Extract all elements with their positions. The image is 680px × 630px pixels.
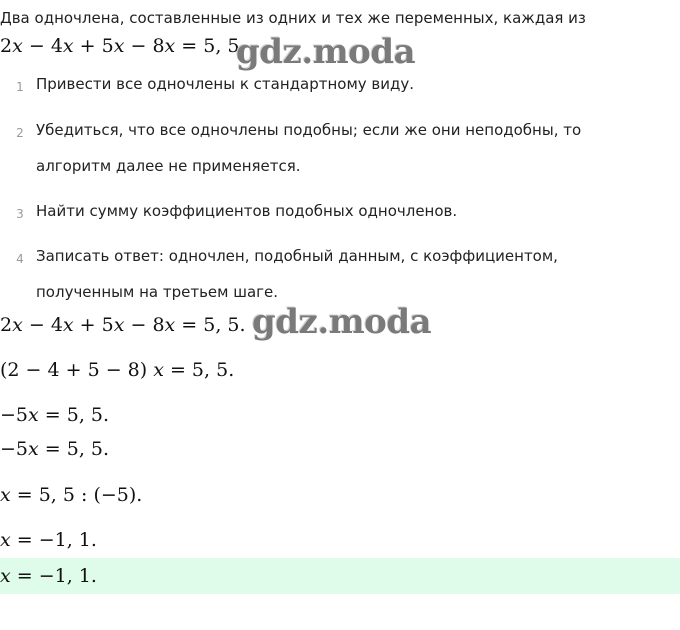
coef: 2 (0, 35, 13, 57)
answer-highlight (0, 558, 680, 594)
solution-line-4 (0, 438, 109, 460)
given-equation (0, 35, 246, 57)
left-side: −5 (0, 404, 29, 426)
left-side: −5 (0, 438, 29, 460)
task-statement: Два одночлена, составленные из одних и тех же переменных, каждая из (0, 9, 586, 27)
operator: − (124, 35, 153, 57)
solution-line-1 (0, 314, 246, 336)
coef: 8 (152, 314, 165, 336)
variable: x (28, 438, 39, 460)
step-number: 4 (16, 252, 24, 266)
operator: − (124, 314, 153, 336)
coef: 4 (50, 314, 63, 336)
solution-line-6 (0, 529, 97, 551)
variable: x (28, 404, 39, 426)
right-side: = 5, 5. (175, 35, 246, 57)
final-answer (0, 565, 97, 587)
right-side: = −1, 1. (10, 565, 97, 587)
step-text: Убедиться, что все одночлены подобны; если же они неподобны, то алгоритм далее не применяется. (36, 121, 582, 175)
right-side: = 5, 5. (38, 404, 110, 426)
step-text: Записать ответ: одночлен, подобный данным, с коэффициентом, полученным на третьем шаге. (36, 247, 558, 301)
solution-line-3 (0, 404, 109, 426)
variable: x (164, 35, 176, 57)
right-side: = 5, 5 : (−5). (10, 484, 143, 506)
coef: 5 (101, 35, 114, 57)
variable: x (62, 314, 74, 336)
variable: x (153, 359, 164, 381)
coef: 8 (152, 35, 165, 57)
coef: 4 (50, 35, 63, 57)
variable: x (0, 484, 11, 506)
right-side: = 5, 5. (175, 314, 246, 336)
operator: − (22, 314, 51, 336)
solution-line-2 (0, 359, 234, 381)
operator: + (73, 35, 102, 57)
operator: + (73, 314, 102, 336)
watermark-logo: gdz.moda (252, 302, 432, 342)
step-number: 1 (16, 80, 24, 94)
operator: − (22, 35, 51, 57)
variable: x (62, 35, 74, 57)
watermark-logo: gdz.moda (236, 32, 416, 72)
variable: x (113, 35, 125, 57)
step-text: Привести все одночлены к стандартному виду. (36, 75, 415, 93)
solution-line-5 (0, 484, 142, 506)
left-side: (2 − 4 + 5 − 8) (0, 359, 154, 381)
step-number: 2 (16, 126, 24, 140)
right-side: = 5, 5. (163, 359, 235, 381)
variable: x (12, 35, 23, 57)
right-side: = 5, 5. (38, 438, 110, 460)
variable: x (0, 529, 11, 551)
right-side: = −1, 1. (10, 529, 97, 551)
step-number: 3 (16, 207, 24, 221)
coef: 2 (0, 314, 13, 336)
variable: x (164, 314, 176, 336)
step-text: Найти сумму коэффициентов подобных одночленов. (36, 202, 458, 220)
variable: x (0, 565, 11, 587)
variable: x (12, 314, 23, 336)
coef: 5 (101, 314, 114, 336)
variable: x (113, 314, 125, 336)
